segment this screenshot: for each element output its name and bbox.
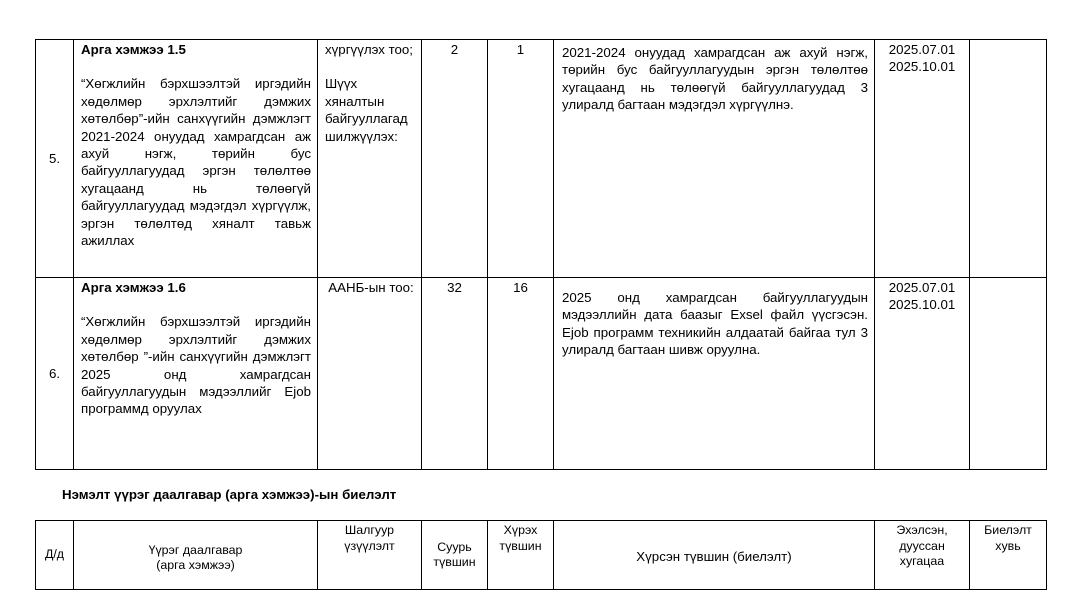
indicator-line: хүргүүлэх тоо; bbox=[325, 42, 414, 57]
header-period-line: Эхэлсэн, bbox=[896, 523, 948, 537]
indicator-line: ААНБ-ын тоо: bbox=[328, 280, 414, 295]
header-period-line: хугацаа bbox=[899, 554, 945, 568]
header-indicator-line: Шалгуур bbox=[344, 523, 395, 537]
row-number: 6. bbox=[36, 278, 74, 470]
action-title: Арга хэмжээ 1.5 bbox=[81, 42, 186, 57]
additional-tasks-table bbox=[35, 520, 1047, 590]
action-description: “Хөгжлийн бэрхшээлтэй иргэдийн хөдөлмөр эрхлэлтийг дэмжих хөтөлбөр”-ийн санхүүгийн дэмжлэгт 2021-2024 онуудад хамрагдсан аж ахуй нэгж, төрийн бус байгууллагуудад эргэн төлөлтөө хугацаанд нь төлөөгүй байгууллагуудад мэдэгдэл хүргүүлж, эргэн төлөлтөд хяналт тавьж ажиллах bbox=[81, 76, 311, 249]
header-indicator bbox=[318, 521, 422, 590]
header-base-line: Суурь bbox=[437, 539, 472, 554]
end-date: 2025.10.01 bbox=[888, 297, 956, 313]
section-title: Нэмэлт үүрэг даалгавар (арга хэмжээ)-ын биелэлт bbox=[62, 487, 397, 502]
date-cell bbox=[875, 278, 970, 470]
row-number: 5. bbox=[36, 40, 74, 278]
start-date: 2025.07.01 bbox=[888, 42, 956, 57]
action-title: Арга хэмжээ 1.6 bbox=[81, 280, 186, 295]
base-level: 32 bbox=[422, 278, 488, 470]
header-evaluation-line: Биелэлт bbox=[984, 523, 1032, 537]
header-row bbox=[36, 521, 1047, 590]
header-target bbox=[488, 521, 554, 590]
header-task bbox=[74, 521, 318, 590]
header-target-line: түвшин bbox=[499, 538, 542, 553]
header-evaluation bbox=[970, 521, 1047, 590]
header-result: Хүрсэн түвшин (биелэлт) bbox=[554, 521, 875, 590]
action-cell bbox=[74, 40, 318, 278]
result-text: 2021-2024 онуудад хамрагдсан аж ахуй нэгж, төрийн бус байгууллагуудын эргэн төлөлтөө хугацаанд нь төлөөгүй байгууллагуудад 3 улиралд багтаан мэдэгдэл хүргүүлнэ. bbox=[554, 40, 875, 278]
action-cell bbox=[74, 278, 318, 470]
start-date: 2025.07.01 bbox=[888, 280, 956, 295]
evaluation-cell bbox=[970, 40, 1047, 278]
base-level: 2 bbox=[422, 40, 488, 278]
result-text: 2025 онд хамрагдсан байгууллагуудын мэдээллийн дата баазыг Exsel файл үүсгэсэн. Ejob программ техникийн алдаатай байгаа тул 3 улиралд багтаан шивж оруулна. bbox=[554, 278, 875, 470]
table-row bbox=[36, 40, 1047, 278]
header-indicator-line: үзүүлэлт bbox=[344, 538, 395, 553]
indicator-line: Шүүх хяналтын байгууллагад шилжүүлэх: bbox=[325, 76, 408, 144]
date-cell bbox=[875, 40, 970, 278]
header-task-line: (арга хэмжээ) bbox=[156, 558, 235, 572]
indicator-cell bbox=[318, 40, 422, 278]
end-date: 2025.10.01 bbox=[888, 59, 956, 75]
table-row bbox=[36, 278, 1047, 470]
header-task-line: Үүрэг даалгавар bbox=[148, 542, 243, 557]
header-base bbox=[422, 521, 488, 590]
indicator-cell bbox=[318, 278, 422, 470]
header-period bbox=[875, 521, 970, 590]
header-evaluation-line: хувь bbox=[995, 538, 1021, 553]
header-target-line: Хүрэх bbox=[503, 523, 538, 537]
target-level: 1 bbox=[488, 40, 554, 278]
action-description: “Хөгжлийн бэрхшээлтэй иргэдийн хөдөлмөр эрхлэлтийг дэмжих хөтөлбөр ”-ийн санхүүгийн дэмжлэгт 2025 онд хамрагдсан байгууллагуудын мэдээллийг Ejob программд оруулах bbox=[81, 314, 311, 417]
header-num: Д/д bbox=[36, 521, 74, 590]
header-period-line: дууссан bbox=[899, 538, 945, 553]
activities-table bbox=[35, 39, 1047, 470]
header-base-line: түвшин bbox=[433, 555, 476, 569]
target-level: 16 bbox=[488, 278, 554, 470]
evaluation-cell bbox=[970, 278, 1047, 470]
